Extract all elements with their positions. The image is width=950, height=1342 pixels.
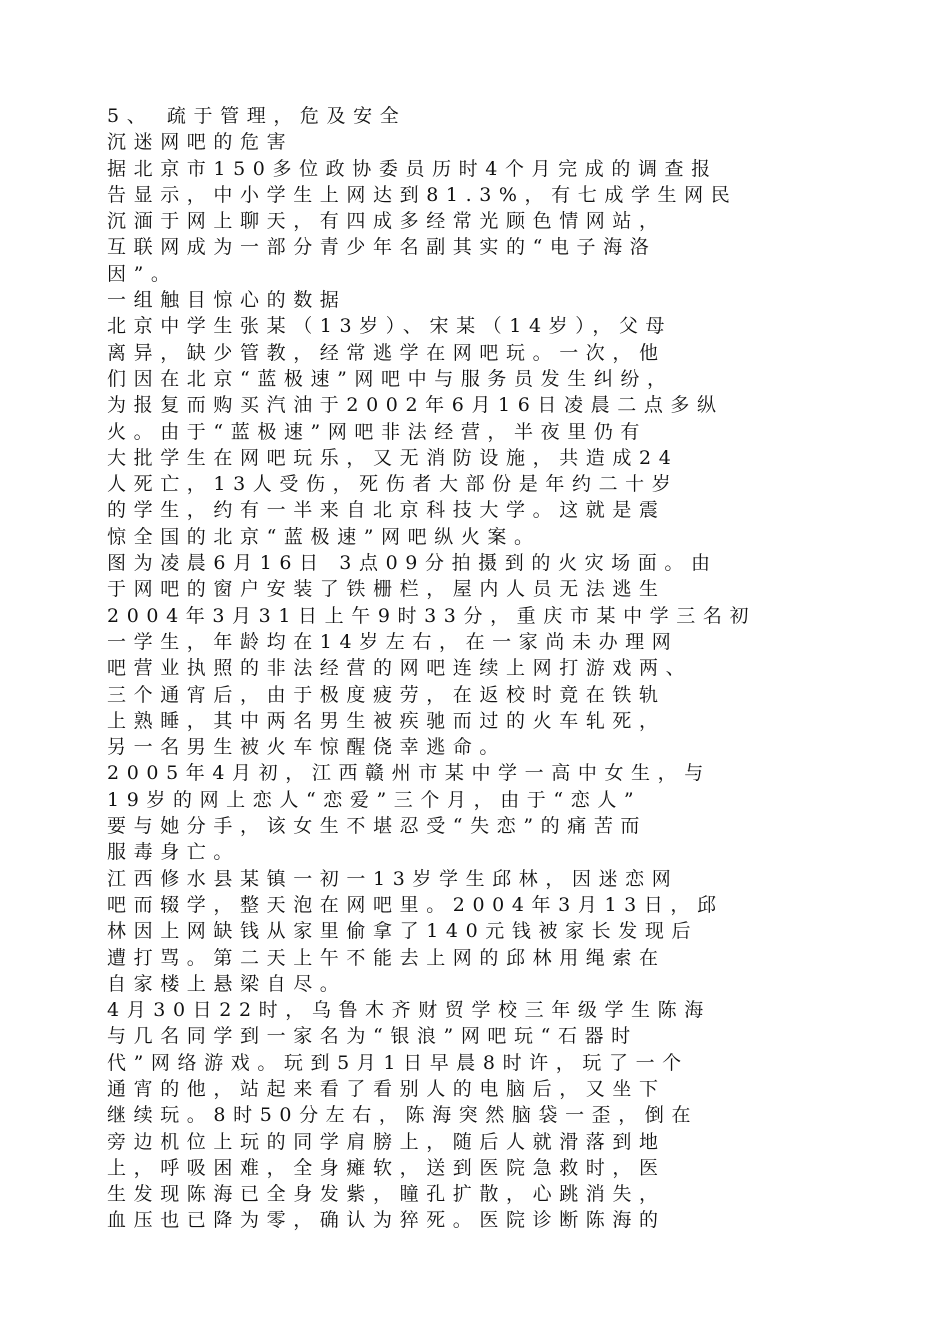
text-line: 们因在北京“蓝极速”网吧中与服务员发生纠纷， (107, 367, 674, 390)
text-line: 为报复而购买汽油于2002年6月16日凌晨二点多纵 (107, 394, 724, 417)
text-line: 因”。 (107, 262, 178, 285)
text-line: 沉湎于网上聊天，有四成多经常光顾色情网站， (107, 210, 666, 233)
text-line: 互联网成为一部分青少年名副其实的“电子海洛 (107, 236, 657, 259)
text-line: 据北京市150多位政协委员历时4个月完成的调查报 (107, 157, 718, 180)
text-line: 服毒身亡。 (107, 841, 241, 864)
text-line: 人死亡，13人受伤，死伤者大部份是年约二十岁 (107, 473, 679, 496)
text-line: 林因上网缺钱从家里偷拿了140元钱被家长发现后 (107, 920, 699, 943)
text-line: 上熟睡，其中两名男生被疾驰而过的火车轧死， (107, 709, 666, 732)
text-line: 江西修水县某镇一初一13岁学生邱林，因迷恋网 (107, 867, 679, 890)
subheading: 沉迷网吧的危害 (107, 131, 294, 154)
text-line: 大批学生在网吧玩乐，又无消防设施，共造成24 (107, 446, 679, 469)
text-line: 告显示，中小学生上网达到81.3%，有七成学生网民 (107, 183, 738, 206)
text-line: 19岁的网上恋人“恋爱”三个月，由于“恋人” (107, 788, 642, 811)
text-line: 2005年4月初，江西赣州市某中学一高中女生，与 (107, 762, 711, 785)
text-line: 生发现陈海已全身发紫，瞳孔扩散，心跳消失， (107, 1183, 666, 1206)
text-line: 自家楼上悬梁自尽。 (107, 972, 347, 995)
text-line: 离异，缺少管教，经常逃学在网吧玩。一次，他 (107, 341, 666, 364)
text-line: 于网吧的窗户安装了铁栅栏，屋内人员无法逃生 (107, 578, 666, 601)
text-line: 继续玩。8时50分左右，陈海突然脑袋一歪，倒在 (107, 1104, 699, 1127)
text-line: 通宵的他，站起来看了看别人的电脑后，又坐下 (107, 1077, 666, 1100)
text-line: 吧营业执照的非法经营的网吧连续上网打游戏两、 (107, 657, 693, 680)
text-line: 北京中学生张某（13岁）、宋某（14岁），父母 (107, 315, 673, 338)
text-line: 的学生，约有一半来自北京科技大学。这就是震 (107, 499, 666, 522)
text-line: 与几名同学到一家名为“银浪”网吧玩“石器时 (107, 1025, 638, 1048)
text-line: 图为凌晨6月16日 3点09分拍摄到的火灾场面。由 (107, 552, 718, 575)
text-line: 一学生，年龄均在14岁左右，在一家尚未办理网 (107, 630, 679, 653)
text-line: 三个通宵后，由于极度疲劳，在返校时竟在铁轨 (107, 683, 666, 706)
text-line: 代”网络游戏。玩到5月1日早晨8时许，玩了一个 (107, 1051, 689, 1074)
text-line: 血压也已降为零，确认为猝死。医院诊断陈海的 (107, 1209, 666, 1232)
text-line: 遭打骂。第二天上午不能去上网的邱林用绳索在 (107, 946, 666, 969)
subheading: 一组触目惊心的数据 (107, 289, 347, 312)
text-line: 旁边机位上玩的同学肩膀上，随后人就滑落到地 (107, 1130, 666, 1153)
text-line: 4月30日22时，乌鲁木齐财贸学校三年级学生陈海 (107, 999, 711, 1022)
section-heading: 5、 疏于管理，危及安全 (107, 105, 407, 127)
text-line: 上，呼吸困难，全身瘫软，送到医院急救时，医 (107, 1156, 666, 1179)
text-line: 吧而辍学，整天泡在网吧里。2004年3月13日，邱 (107, 893, 724, 916)
text-line: 2004年3月31日上午9时33分，重庆市某中学三名初 (107, 604, 757, 627)
text-line: 惊全国的北京“蓝极速”网吧纵火案。 (107, 525, 541, 548)
text-line: 要与她分手，该女生不堪忍受“失恋”的痛苦而 (107, 815, 648, 838)
text-line: 另一名男生被火车惊醒侥幸逃命。 (107, 736, 507, 759)
text-line: 火。由于“蓝极速”网吧非法经营，半夜里仍有 (107, 420, 648, 443)
document-body (107, 103, 897, 1234)
